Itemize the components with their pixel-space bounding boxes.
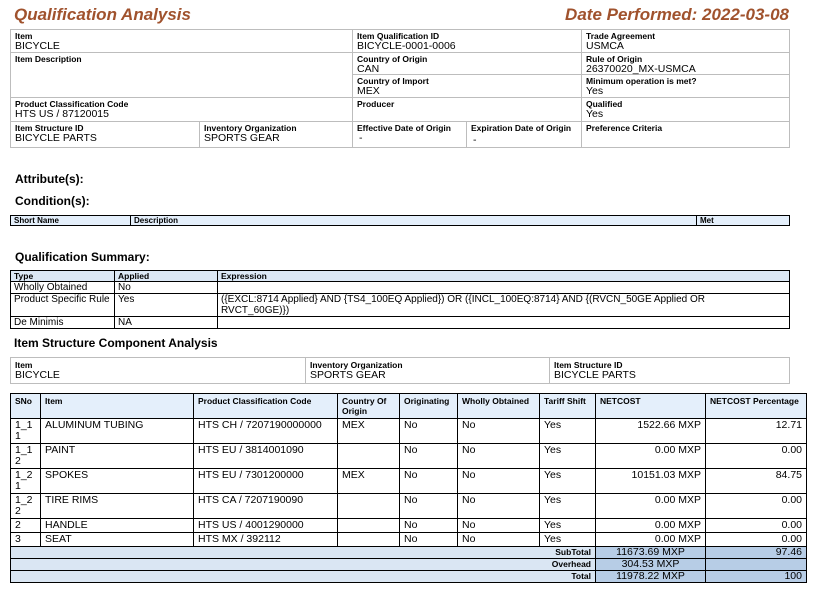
cell-coo [338, 494, 400, 519]
cell-originating: No [400, 419, 458, 444]
cell-netcost-pct: 0.00 [706, 533, 807, 547]
column-header-expression: Expression [218, 271, 790, 282]
trade-agreement-label: Trade Agreement [586, 31, 656, 41]
item-cell [11, 30, 353, 53]
overhead-netcost: 304.53 MXP [596, 559, 706, 571]
item-structure-id-cell [11, 122, 200, 148]
isc-inventory-org-value: SPORTS GEAR [310, 369, 386, 381]
preference-criteria-label: Preference Criteria [586, 123, 663, 133]
table-row [11, 519, 807, 533]
country-of-import-label: Country of Import [357, 76, 429, 86]
cell-sno: 1_2 2 [11, 494, 41, 519]
cell-pcc: HTS EU / 7301200000 [194, 469, 338, 494]
column-header-netcost-percentage: NETCOST Percentage [706, 394, 807, 419]
item-info-panel [10, 29, 790, 148]
qs-applied: No [115, 282, 218, 294]
qs-applied: NA [115, 317, 218, 329]
page-title: Qualification Analysis [14, 5, 191, 24]
column-header-sno: SNo [11, 394, 41, 419]
rule-of-origin-label: Rule of Origin [586, 54, 643, 64]
item-structure-panel [10, 357, 790, 384]
trade-agreement-cell [582, 30, 789, 53]
table-row [11, 419, 807, 444]
product-classification-cell [11, 98, 353, 122]
column-header-met: Met [697, 216, 790, 226]
qs-header-row [11, 271, 790, 282]
cell-coo: MEX [338, 469, 400, 494]
country-of-origin-cell [353, 53, 582, 75]
qs-expression [218, 282, 790, 294]
rule-of-origin-cell [582, 53, 789, 75]
cell-tariff-shift: Yes [540, 469, 596, 494]
cell-wholly-obtained: No [458, 419, 540, 444]
product-classification-value: HTS US / 87120015 [15, 108, 109, 120]
qs-expression: ({EXCL:8714 Applied} AND {TS4_100EQ Applied}) OR ({INCL_100EQ:8714} AND {(RVCN_50GE Applied OR RVCT_60GE)}) [218, 294, 790, 317]
column-header-type: Type [11, 271, 115, 282]
cell-item: ALUMINUM TUBING [41, 419, 194, 444]
cell-wholly-obtained: No [458, 469, 540, 494]
attributes-heading: Attribute(s): [15, 172, 84, 186]
qualification-summary-table [10, 270, 790, 329]
minimum-operation-value: Yes [586, 85, 604, 97]
column-header-applied: Applied [115, 271, 218, 282]
conditions-table [10, 215, 790, 226]
cell-originating: No [400, 533, 458, 547]
trade-agreement-value: USMCA [586, 40, 624, 52]
cell-sno: 1_1 2 [11, 444, 41, 469]
cell-netcost-pct: 0.00 [706, 494, 807, 519]
conditions-header-row [11, 216, 790, 226]
cell-tariff-shift: Yes [540, 533, 596, 547]
expiration-date-cell [467, 122, 582, 148]
component-header-row [11, 394, 807, 419]
column-header-wholly-obtained: Wholly Obtained [458, 394, 540, 419]
qs-expression [218, 317, 790, 329]
item-label: Item [15, 31, 33, 41]
column-header-originating: Originating [400, 394, 458, 419]
total-label: Total [11, 571, 596, 583]
isc-structure-id-label: Item Structure ID [554, 360, 623, 370]
table-row [11, 294, 790, 317]
cell-tariff-shift: Yes [540, 494, 596, 519]
cell-originating: No [400, 519, 458, 533]
column-header-netcost: NETCOST [596, 394, 706, 419]
table-row [11, 444, 807, 469]
rule-of-origin-value: 26370020_MX-USMCA [586, 63, 696, 75]
subtotal-label: SubTotal [11, 547, 596, 559]
effective-date-value: - [359, 132, 363, 144]
producer-cell [353, 98, 582, 122]
cell-sno: 1_2 1 [11, 469, 41, 494]
component-analysis-heading: Item Structure Component Analysis [14, 336, 218, 350]
cell-originating: No [400, 444, 458, 469]
subtotal-netcost: 11673.69 MXP [596, 547, 706, 559]
minimum-operation-cell [582, 75, 789, 98]
overhead-label: Overhead [11, 559, 596, 571]
item-value: BICYCLE [15, 40, 60, 52]
cell-pcc: HTS CA / 7207190090 [194, 494, 338, 519]
item-qualification-id-value: BICYCLE-0001-0006 [357, 40, 456, 52]
column-header-pcc: Product Classification Code [194, 394, 338, 419]
item-qualification-id-label: Item Qualification ID [357, 31, 440, 41]
item-qualification-id-cell [353, 30, 582, 53]
preference-criteria-cell [582, 122, 789, 148]
cell-netcost: 10151.03 MXP [596, 469, 706, 494]
producer-label: Producer [357, 99, 395, 109]
total-pct: 100 [706, 571, 807, 583]
cell-wholly-obtained: No [458, 494, 540, 519]
qs-type: Wholly Obtained [11, 282, 115, 294]
cell-netcost: 1522.66 MXP [596, 419, 706, 444]
cell-originating: No [400, 494, 458, 519]
isc-item-cell [11, 358, 306, 383]
qualified-label: Qualified [586, 99, 623, 109]
subtotal-row [11, 547, 807, 559]
cell-coo: MEX [338, 419, 400, 444]
item-structure-id-value: BICYCLE PARTS [15, 132, 97, 144]
inventory-organization-value: SPORTS GEAR [204, 132, 280, 144]
cell-wholly-obtained: No [458, 444, 540, 469]
country-of-origin-label: Country of Origin [357, 54, 428, 64]
column-header-country-of-origin: Country Of Origin [338, 394, 400, 419]
effective-date-label: Effective Date of Origin [357, 123, 451, 133]
cell-netcost-pct: 0.00 [706, 519, 807, 533]
isc-inventory-org-label: Inventory Organization [310, 360, 403, 370]
qualification-summary-heading: Qualification Summary: [15, 250, 150, 264]
qs-type: Product Specific Rule [11, 294, 115, 317]
subtotal-pct: 97.46 [706, 547, 807, 559]
effective-date-cell [353, 122, 467, 148]
cell-pcc: HTS EU / 3814001090 [194, 444, 338, 469]
cell-netcost-pct: 84.75 [706, 469, 807, 494]
cell-sno: 3 [11, 533, 41, 547]
isc-inventory-org-cell [306, 358, 550, 383]
qs-applied: Yes [115, 294, 218, 317]
item-description-label: Item Description [15, 54, 82, 64]
cell-pcc: HTS CH / 7207190000000 [194, 419, 338, 444]
inventory-organization-label: Inventory Organization [204, 123, 297, 133]
country-of-import-cell [353, 75, 582, 98]
table-row [11, 469, 807, 494]
component-table [10, 393, 807, 583]
cell-tariff-shift: Yes [540, 419, 596, 444]
column-header-short-name: Short Name [11, 216, 131, 226]
isc-item-value: BICYCLE [15, 369, 60, 381]
cell-item: PAINT [41, 444, 194, 469]
table-row [11, 317, 790, 329]
cell-netcost: 0.00 MXP [596, 494, 706, 519]
column-header-description: Description [131, 216, 697, 226]
cell-netcost-pct: 12.71 [706, 419, 807, 444]
cell-pcc: HTS MX / 392112 [194, 533, 338, 547]
cell-item: HANDLE [41, 519, 194, 533]
expiration-date-value: - [473, 134, 477, 146]
cell-originating: No [400, 469, 458, 494]
cell-wholly-obtained: No [458, 533, 540, 547]
column-header-item: Item [41, 394, 194, 419]
isc-structure-id-cell [550, 358, 789, 383]
isc-structure-id-value: BICYCLE PARTS [554, 369, 636, 381]
cell-wholly-obtained: No [458, 519, 540, 533]
cell-sno: 1_1 1 [11, 419, 41, 444]
cell-netcost: 0.00 MXP [596, 519, 706, 533]
cell-tariff-shift: Yes [540, 519, 596, 533]
overhead-row [11, 559, 807, 571]
minimum-operation-label: Minimum operation is met? [586, 76, 697, 86]
column-header-tariff-shift: Tariff Shift [540, 394, 596, 419]
item-description-cell [11, 53, 353, 98]
country-of-import-value: MEX [357, 85, 380, 97]
country-of-origin-value: CAN [357, 63, 380, 75]
cell-tariff-shift: Yes [540, 444, 596, 469]
product-classification-label: Product Classification Code [15, 99, 129, 109]
inventory-organization-cell [200, 122, 353, 148]
total-netcost: 11978.22 MXP [596, 571, 706, 583]
cell-coo [338, 444, 400, 469]
total-row [11, 571, 807, 583]
cell-item: TIRE RIMS [41, 494, 194, 519]
table-row [11, 533, 807, 547]
item-structure-id-label: Item Structure ID [15, 123, 84, 133]
cell-item: SPOKES [41, 469, 194, 494]
table-row [11, 494, 807, 519]
isc-item-label: Item [15, 360, 33, 370]
qualified-cell [582, 98, 789, 122]
qs-type: De Minimis [11, 317, 115, 329]
date-performed: Date Performed: 2022-03-08 [565, 5, 789, 24]
overhead-pct [706, 559, 807, 571]
cell-pcc: HTS US / 4001290000 [194, 519, 338, 533]
cell-coo [338, 519, 400, 533]
cell-coo [338, 533, 400, 547]
cell-netcost: 0.00 MXP [596, 444, 706, 469]
table-row [11, 282, 790, 294]
cell-sno: 2 [11, 519, 41, 533]
expiration-date-label: Expiration Date of Origin [471, 123, 572, 133]
conditions-heading: Condition(s): [15, 194, 90, 208]
qualified-value: Yes [586, 108, 604, 120]
cell-netcost-pct: 0.00 [706, 444, 807, 469]
cell-item: SEAT [41, 533, 194, 547]
cell-netcost: 0.00 MXP [596, 533, 706, 547]
